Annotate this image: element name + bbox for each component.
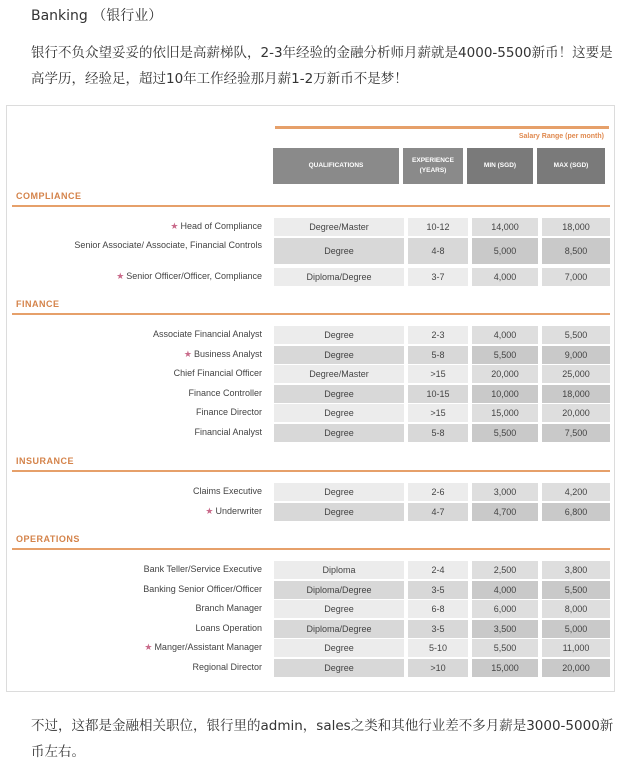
table-top-rule bbox=[275, 126, 609, 129]
section-divider bbox=[12, 470, 610, 472]
min-salary-cell: 14,000 bbox=[472, 218, 538, 236]
section-divider bbox=[12, 205, 610, 207]
header-experience: EXPERIENCE (YEARS) bbox=[403, 148, 463, 184]
qualification-cell: Degree bbox=[274, 639, 404, 657]
job-title-text: Financial Analyst bbox=[194, 426, 262, 437]
table-row bbox=[12, 218, 610, 236]
job-title-text: Banking Senior Officer/Officer bbox=[143, 583, 262, 594]
qualification-cell: Degree bbox=[274, 600, 404, 618]
job-title bbox=[12, 349, 262, 360]
min-salary-cell: 5,000 bbox=[472, 238, 538, 264]
min-salary-cell: 4,000 bbox=[472, 581, 538, 599]
experience-cell: 2-6 bbox=[408, 483, 468, 501]
intro-paragraph: 银行不负众望妥妥的依旧是高薪梯队，2-3年经验的金融分析师月薪就是4000-5500新币！这要是高学历，经验足，超过10年工作经验那月薪1-2万新币不是梦！ bbox=[31, 45, 613, 87]
max-salary-cell: 8,000 bbox=[542, 600, 610, 618]
max-salary-cell: 11,000 bbox=[542, 639, 610, 657]
table-row bbox=[12, 385, 610, 403]
experience-cell: 5-8 bbox=[408, 424, 468, 442]
qualification-cell: Diploma bbox=[274, 561, 404, 579]
qualification-cell: Degree bbox=[274, 503, 404, 521]
job-title-text: Claims Executive bbox=[192, 486, 262, 496]
experience-cell: 10-12 bbox=[408, 218, 468, 236]
max-salary-cell: 5,000 bbox=[542, 620, 610, 638]
job-title-text: Finance Director bbox=[195, 407, 262, 417]
job-title-text: Senior Associate/ Associate, Financial Controls bbox=[74, 239, 262, 250]
max-salary-cell: 9,000 bbox=[542, 346, 610, 364]
footer-paragraph: 不过，这都是金融相关职位，银行里的admin，sales之类和其他行业差不多月薪是3000-5000新币左右。 bbox=[31, 718, 614, 760]
min-salary-cell: 4,000 bbox=[472, 268, 538, 286]
qualification-cell: Degree bbox=[274, 659, 404, 677]
star-icon: ★ bbox=[183, 348, 192, 359]
experience-cell: 5-10 bbox=[408, 639, 468, 657]
table-row bbox=[12, 424, 610, 442]
star-icon: ★ bbox=[144, 642, 153, 652]
job-title bbox=[12, 221, 262, 232]
min-salary-cell: 4,000 bbox=[472, 326, 538, 344]
job-title bbox=[12, 407, 262, 417]
job-title bbox=[12, 564, 262, 574]
page-heading: Banking （银行业） bbox=[31, 8, 163, 24]
job-title-text: Finance Controller bbox=[188, 387, 262, 398]
job-title-text: Regional Director bbox=[192, 661, 262, 672]
job-title-text: Underwriter bbox=[215, 505, 262, 516]
max-salary-cell: 5,500 bbox=[542, 581, 610, 599]
max-salary-cell: 3,800 bbox=[542, 561, 610, 579]
experience-cell: >10 bbox=[408, 659, 468, 677]
header-qualifications: QUALIFICATIONS bbox=[273, 148, 399, 184]
qualification-cell: Degree bbox=[274, 326, 404, 344]
job-title bbox=[12, 642, 262, 653]
salary-range-title: Salary Range (per month) bbox=[518, 133, 604, 140]
experience-cell: 3-5 bbox=[408, 620, 468, 638]
min-salary-cell: 10,000 bbox=[472, 385, 538, 403]
experience-cell: 6-8 bbox=[408, 600, 468, 618]
experience-cell: 10-15 bbox=[408, 385, 468, 403]
job-title-text: Chief Financial Officer bbox=[173, 368, 262, 378]
max-salary-cell: 6,800 bbox=[542, 503, 610, 521]
max-salary-cell: 25,000 bbox=[542, 365, 610, 383]
min-salary-cell: 3,500 bbox=[472, 620, 538, 638]
star-icon: ★ bbox=[205, 505, 214, 516]
qualification-cell: Degree bbox=[274, 424, 404, 442]
job-title-text: Head of Compliance bbox=[180, 221, 262, 231]
min-salary-cell: 6,000 bbox=[472, 600, 538, 618]
max-salary-cell: 4,200 bbox=[542, 483, 610, 501]
table-row bbox=[12, 659, 610, 677]
qualification-cell: Diploma/Degree bbox=[274, 620, 404, 638]
job-title bbox=[12, 486, 262, 496]
table-row bbox=[12, 404, 610, 422]
qualification-cell: Degree bbox=[274, 385, 404, 403]
job-title bbox=[12, 240, 262, 251]
job-title bbox=[12, 427, 262, 437]
qualification-cell: Degree bbox=[274, 238, 404, 264]
header-min: MIN (SGD) bbox=[467, 148, 533, 184]
table-row bbox=[12, 238, 610, 264]
table-row bbox=[12, 326, 610, 344]
experience-cell: >15 bbox=[408, 365, 468, 383]
table-row bbox=[12, 483, 610, 501]
experience-cell: 4-7 bbox=[408, 503, 468, 521]
table-row bbox=[12, 600, 610, 618]
job-title bbox=[12, 623, 262, 633]
table-row bbox=[12, 581, 610, 599]
experience-cell: 2-3 bbox=[408, 326, 468, 344]
min-salary-cell: 15,000 bbox=[472, 659, 538, 677]
table-row bbox=[12, 639, 610, 657]
experience-cell: 3-7 bbox=[408, 268, 468, 286]
max-salary-cell: 20,000 bbox=[542, 659, 610, 677]
qualification-cell: Diploma/Degree bbox=[274, 581, 404, 599]
qualification-cell: Diploma/Degree bbox=[274, 268, 404, 286]
job-title bbox=[12, 271, 262, 282]
section-divider bbox=[12, 313, 610, 315]
table-row bbox=[12, 365, 610, 383]
table-row bbox=[12, 503, 610, 521]
job-title bbox=[12, 603, 262, 613]
job-title-text: Loans Operation bbox=[195, 622, 262, 633]
max-salary-cell: 20,000 bbox=[542, 404, 610, 422]
min-salary-cell: 5,500 bbox=[472, 639, 538, 657]
min-salary-cell: 3,000 bbox=[472, 483, 538, 501]
job-title bbox=[12, 506, 262, 517]
min-salary-cell: 5,500 bbox=[472, 424, 538, 442]
experience-cell: >15 bbox=[408, 404, 468, 422]
section-title: OPERATIONS bbox=[16, 534, 80, 544]
salary-table-card bbox=[6, 105, 615, 692]
max-salary-cell: 18,000 bbox=[542, 385, 610, 403]
max-salary-cell: 8,500 bbox=[542, 238, 610, 264]
job-title bbox=[12, 368, 262, 378]
table-row bbox=[12, 561, 610, 579]
experience-cell: 4-8 bbox=[408, 238, 468, 264]
job-title-text: Associate Financial Analyst bbox=[152, 329, 262, 339]
section-title: COMPLIANCE bbox=[16, 191, 82, 201]
qualification-cell: Degree bbox=[274, 346, 404, 364]
section-title: FINANCE bbox=[16, 299, 60, 309]
max-salary-cell: 7,500 bbox=[542, 424, 610, 442]
max-salary-cell: 18,000 bbox=[542, 218, 610, 236]
header-max: MAX (SGD) bbox=[537, 148, 605, 184]
job-title-text: Business Analyst bbox=[193, 348, 262, 359]
experience-cell: 2-4 bbox=[408, 561, 468, 579]
job-title-text: Manger/Assistant Manager bbox=[154, 642, 262, 652]
job-title-text: Senior Officer/Officer, Compliance bbox=[126, 270, 262, 281]
qualification-cell: Degree/Master bbox=[274, 365, 404, 383]
section-title: INSURANCE bbox=[16, 456, 75, 466]
min-salary-cell: 4,700 bbox=[472, 503, 538, 521]
qualification-cell: Degree/Master bbox=[274, 218, 404, 236]
star-icon: ★ bbox=[116, 270, 125, 281]
min-salary-cell: 15,000 bbox=[472, 404, 538, 422]
min-salary-cell: 2,500 bbox=[472, 561, 538, 579]
job-title bbox=[12, 584, 262, 594]
table-row bbox=[12, 620, 610, 638]
star-icon: ★ bbox=[170, 221, 179, 231]
qualification-cell: Degree bbox=[274, 404, 404, 422]
max-salary-cell: 7,000 bbox=[542, 268, 610, 286]
job-title bbox=[12, 388, 262, 398]
experience-cell: 5-8 bbox=[408, 346, 468, 364]
section-divider bbox=[12, 548, 610, 550]
min-salary-cell: 5,500 bbox=[472, 346, 538, 364]
job-title bbox=[12, 662, 262, 672]
job-title-text: Branch Manager bbox=[195, 603, 262, 613]
job-title bbox=[12, 329, 262, 339]
min-salary-cell: 20,000 bbox=[472, 365, 538, 383]
max-salary-cell: 5,500 bbox=[542, 326, 610, 344]
job-title-text: Bank Teller/Service Executive bbox=[143, 564, 262, 574]
qualification-cell: Degree bbox=[274, 483, 404, 501]
table-row bbox=[12, 346, 610, 364]
experience-cell: 3-5 bbox=[408, 581, 468, 599]
table-row bbox=[12, 268, 610, 286]
